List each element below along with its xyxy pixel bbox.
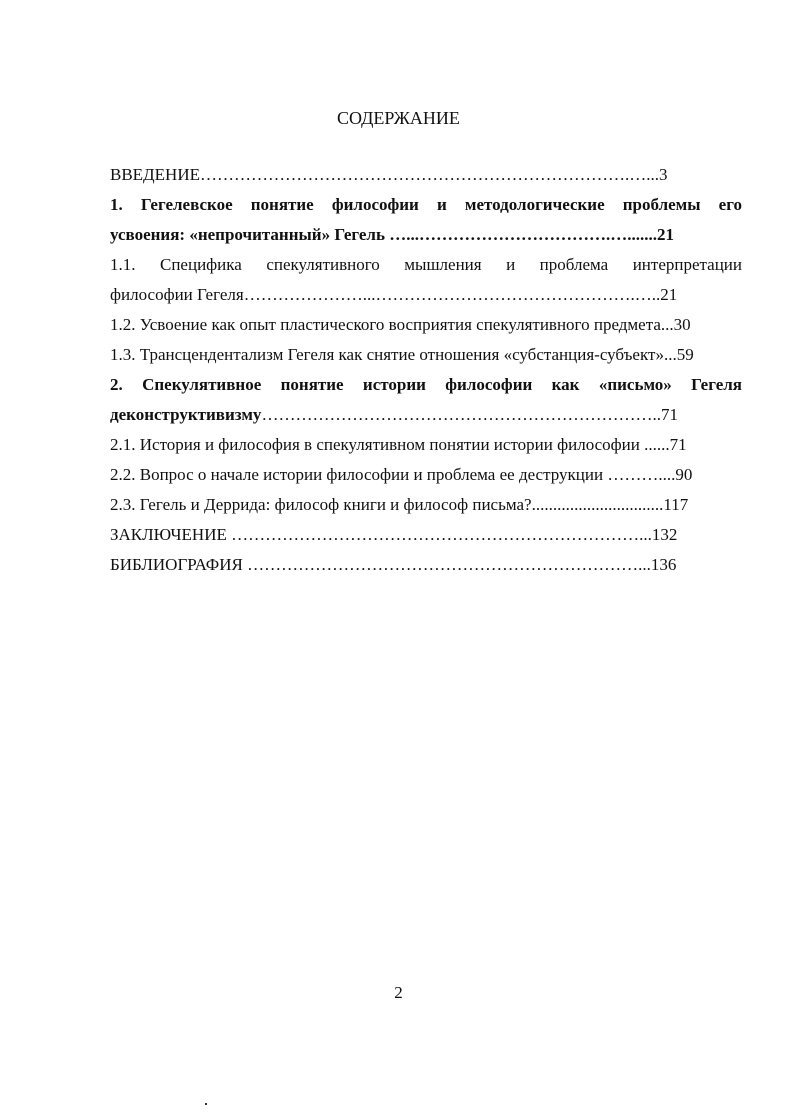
toc-line-section-1-1: 1.1. Специфика спекулятивного мышления и проблема интерпретации — [110, 255, 742, 274]
toc-line-chapter-2-cont — [110, 400, 742, 430]
toc-line-introduction: ВВЕДЕНИЕ………………………………………………………………….…...3 — [110, 165, 668, 184]
toc-line-section-2-3: 2.3. Гегель и Деррида: философ книги и философ письма?...............................117 — [110, 495, 689, 514]
toc-line-bibliography: БИБЛИОГРАФИЯ ……………………………………………………………...136 — [110, 555, 677, 574]
toc-line-section-1-1-cont: философии Гегеля…………………...……………………………………….…..21 — [110, 285, 678, 304]
table-of-contents — [110, 160, 742, 580]
toc-line-chapter-2-cont-leader: ……………………………………………………………..71 — [261, 405, 678, 424]
toc-line-section-1-3: 1.3. Трансцендентализм Гегеля как снятие отношения «субстанция-субъект»...59 — [110, 345, 694, 364]
page-number: 2 — [394, 983, 403, 1002]
toc-line-chapter-2: 2. Спекулятивное понятие истории философии как «письмо» Гегеля — [110, 375, 742, 394]
toc-line-conclusion: ЗАКЛЮЧЕНИЕ ………………………………………………………………...132 — [110, 525, 678, 544]
toc-line-section-2-1: 2.1. История и философия в спекулятивном понятии истории философии ......71 — [110, 435, 687, 454]
stray-dot — [205, 1103, 207, 1105]
toc-line-section-1-2: 1.2. Усвоение как опыт пластического восприятия спекулятивного предмета...30 — [110, 315, 691, 334]
toc-line-chapter-1: 1. Гегелевское понятие философии и методологические проблемы его — [110, 195, 742, 214]
page-title: СОДЕРЖАНИЕ — [337, 108, 460, 128]
toc-line-chapter-2-cont-bold: деконструктивизму — [110, 405, 262, 424]
toc-line-section-2-2: 2.2. Вопрос о начале истории философии и проблема ее деструкции ………....90 — [110, 465, 693, 484]
toc-line-chapter-1-cont: усвоения: «непрочитанный» Гегель …...…………………………….….......21 — [110, 225, 674, 244]
